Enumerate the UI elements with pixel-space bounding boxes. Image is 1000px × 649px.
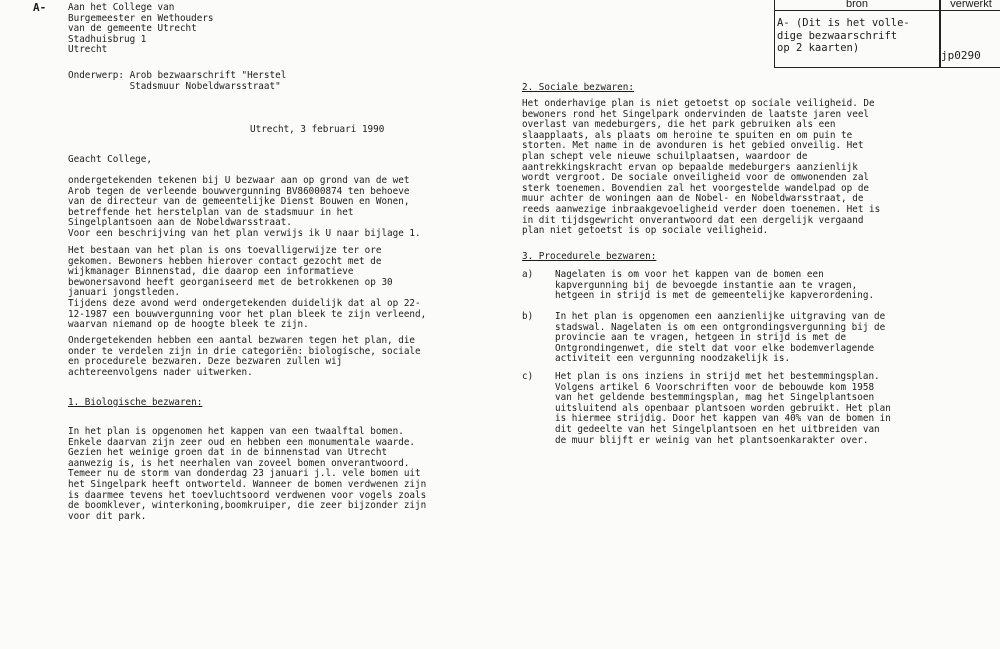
section-3-heading: 3. Procedurele bezwaren: [522,251,657,262]
item-b-label: b) [522,311,534,322]
section-2-heading: 2. Sociale bezwaren: [522,82,634,93]
background-paragraph: Het bestaan van het plan is ons toevalligerwijze ter ore gekomen. Bewoners hebben hierover contact gezocht met de wijkmanager Binnenstad, die daarop een informatieve bewonersavond heeft georganiseerd met de betrokkenen op 30 januari jongstleden. Tijdens deze avond werd ondergetekenden duidelijk dat al op 22- 12-1987 een bouwvergunning voor het plan bleek te zijn verleend, waarvan niemand op de hoogte bleek te zijn. [68,245,427,331]
item-c-label: c) [522,371,534,382]
stamp-verwerkt-code: jp0290 [941,49,981,62]
page-marker: A- [33,1,47,14]
salutation: Geacht College, [68,154,152,165]
stamp-header-verwerkt: verwerkt [950,0,992,10]
subject-line: Onderwerp: Arob bezwaarschrift "Herstel Stadsmuur Nobeldwarsstraat" [68,70,287,92]
section-1-text: In het plan is opgenomen het kappen van een twaalftal bomen. Enkele daarvan zijn zeer oud en hebben een monumentale waarde. Gezien het weinige groen dat in de binnenstad van Utrecht aanwezig is, is het neerhalen van zoveel bomen onverantwoord. Temeer nu de storm van donderdag 23 januari j.l. vele bomen uit het Singelpark heeft ontworteld. Wanneer de bomen verdwenen zijn is daarmee tevens het toevluchtsoord verdwenen voor vogels zoals de boomklever, winterkoning,boomkruiper, die zeer bijzonder zijn voor dit park. [68,426,427,522]
letter-date: Utrecht, 3 februari 1990 [250,124,385,135]
recipient-address: Aan het College van Burgemeester en Wethouders van de gemeente Utrecht Stadhuisbrug 1 Utrecht [68,2,214,56]
item-b-text: In het plan is opgenomen een aanzienlijke uitgraving van de stadswal. Nagelaten is om een ontgrondingsvergunning bij de provincie aan te vragen, hetgeen in strijd is met de Ontgrondingenwet, die stelt dat voor elke bodemverlagende activiteit een vergunning noodzakelijk is. [555,311,886,365]
summary-paragraph: Ondergetekenden hebben een aantal bezwaren tegen het plan, die onder te verdelen zijn in drie categoriën: biologische, sociale en procedurele bezwaren. Deze bezwaren zullen wij achtereenvolgens nader uitwerken. [68,335,421,378]
item-c-text: Het plan is ons inziens in strijd met het bestemmingsplan. Volgens artikel 6 Voorschriften voor de bebouwde kom 1958 van het geldende bestemmingsplan, mag het Singelplantsoen uitsluitend als openbaar plantsoen worden gebruikt. Het plan is hiermee strijdig. Door het kappen van 40% van de bomen in dit gedeelte van het Singelplantsoen en het uitbreiden van de muur blijft er weinig van het plantsoenkarakter over. [555,371,891,446]
stamp-header-bron: bron [845,0,869,10]
stamp-header-row [775,0,1000,11]
item-a-text: Nagelaten is om voor het kappen van de bomen een kapvergunning bij de bevoegde instantie aan te vragen, hetgeen in strijd is met de gemeentelijke kapverordening. [555,269,875,302]
stamp-bron-note: A- (Dit is het volle- dige bezwaarschrift op 2 kaarten) [777,17,910,54]
section-1-heading: 1. Biologische bezwaren: [68,397,203,408]
item-a-label: a) [522,269,534,280]
intro-paragraph: ondergetekenden tekenen bij U bezwaar aan op grond van de wet Arob tegen de verleende bouwvergunning BV86000874 ten behoeve van de directeur van de gemeentelijke Dienst Bouwen en Wonen, betreffende het herstelplan van de stadsmuur in het Singelplantsoen aan de Nobeldwarsstraat. Voor een beschrijving van het plan verwijs ik U naar bijlage 1. [68,175,421,239]
section-2-text: Het onderhavige plan is niet getoetst op sociale veiligheid. De bewoners rond het Singelpark ondervinden de laatste jaren veel overlast van medeburgers, die het park gebruiken als een slaapplaats, als plaats om heroine te spuiten en om puin te storten. Met name in de avonduren is het gebied onveilig. Het plan schept vele nieuwe schuilplaatsen, waardoor de aantrekkingskracht ervan op bepaalde medeburgers aanzienlijk wordt vergroot. De sociale onveiligheid voor de omwonenden zal sterk toenemen. Bovendien zal het voorgestelde wandelpad op de muur achter de woningen aan de Nobel- en Nobeldwarsstraat, de reeds aanwezige inbraakgevoeligheid verder doen toenemen. Het is in dit tijdsgewricht onverantwoord dat een dergelijk vergaand plan niet getoetst is op sociale veiligheid. [522,98,881,237]
archive-stamp-table [774,0,1000,68]
